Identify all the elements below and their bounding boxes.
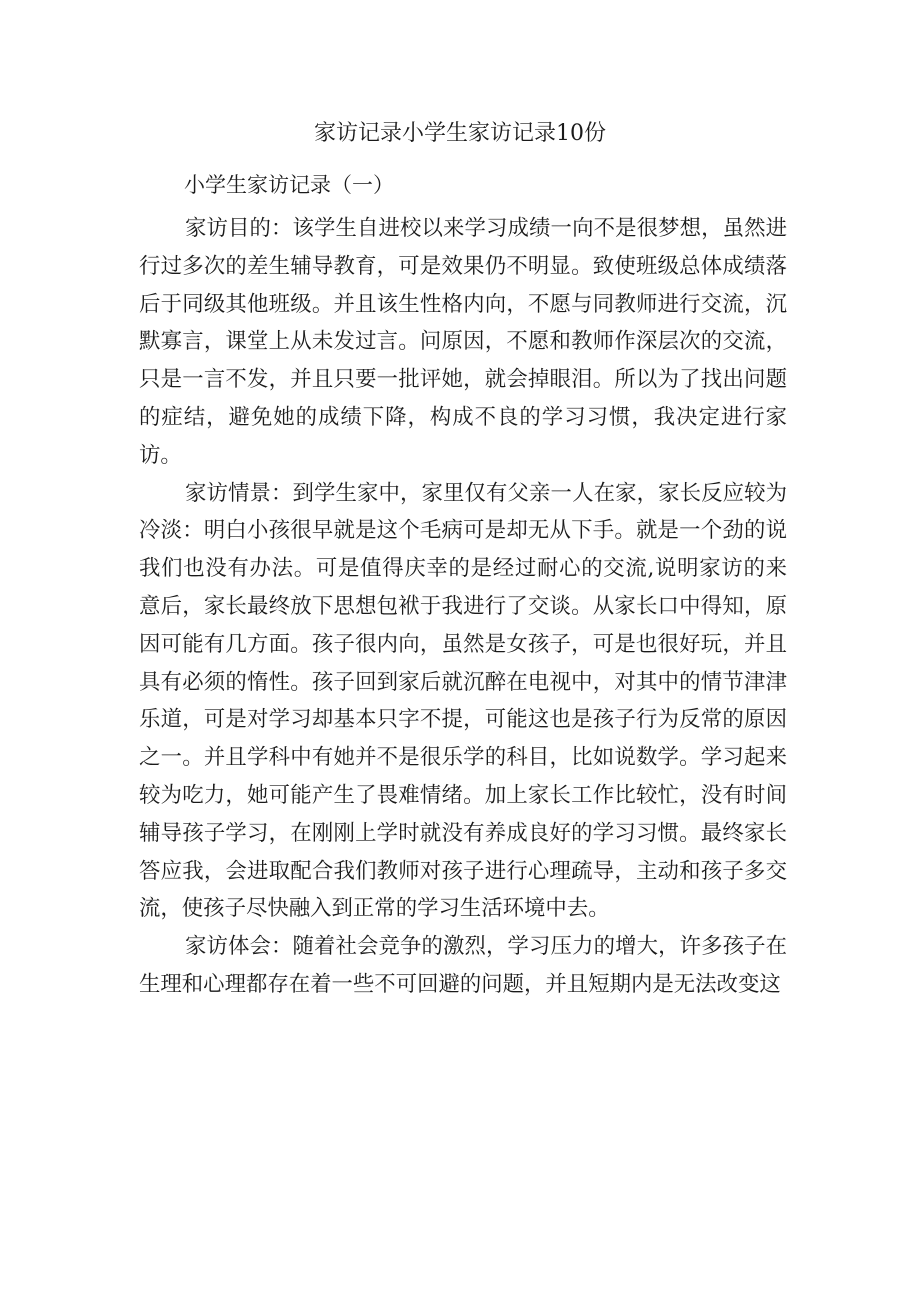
document-body xyxy=(139,210,787,1004)
document-title: 家访记录小学生家访记录10份 xyxy=(314,121,606,146)
paragraph-reflection: 家访体会：随着社会竞争的激烈，学习压力的增大，许多孩子在生理和心理都存在着一些不可回避的问题，并且短期内是无法改变这 xyxy=(139,934,787,997)
paragraph-purpose: 家访目的：该学生自进校以来学习成绩一向不是很梦想，虽然进行过多次的差生辅导教育，可是效果仍不明显。致使班级总体成绩落后于同级其他班级。并且该生性格内向，不愿与同教师进行交流，沉默寡言，课堂上从未发过言。问原因，不愿和教师作深层次的交流，只是一言不发，并且只要一批评她，就会掉眼泪。所以为了找出问题的症结，避免她的成绩下降，构成不良的学习习惯，我决定进行家访。 xyxy=(139,216,787,468)
paragraph-situation: 家访情景：到学生家中，家里仅有父亲一人在家，家长反应较为冷淡：明白小孩很早就是这个毛病可是却无从下手。就是一个劲的说我们也没有办法。可是值得庆幸的是经过耐心的交流,说明家访的来意后，家长最终放下思想包袱于我进行了交谈。从家长口中得知，原因可能有几方面。孩子很内向，虽然是女孩子，可是也很好玩，并且具有必须的惰性。孩子回到家后就沉醉在电视中，对其中的情节津津乐道，可是对学习却基本只字不提，可能这也是孩子行为反常的原因之一。并且学科中有她并不是很乐学的科目，比如说数学。学习起来较为吃力，她可能产生了畏难情绪。加上家长工作比较忙，没有时间辅导孩子学习，在刚刚上学时就没有养成良好的学习习惯。最终家长答应我，会进取配合我们教师对孩子进行心理疏导，主动和孩子多交流，使孩子尽快融入到正常的学习生活环境中去。 xyxy=(139,480,787,922)
section-heading: 小学生家访记录（一） xyxy=(184,173,394,197)
